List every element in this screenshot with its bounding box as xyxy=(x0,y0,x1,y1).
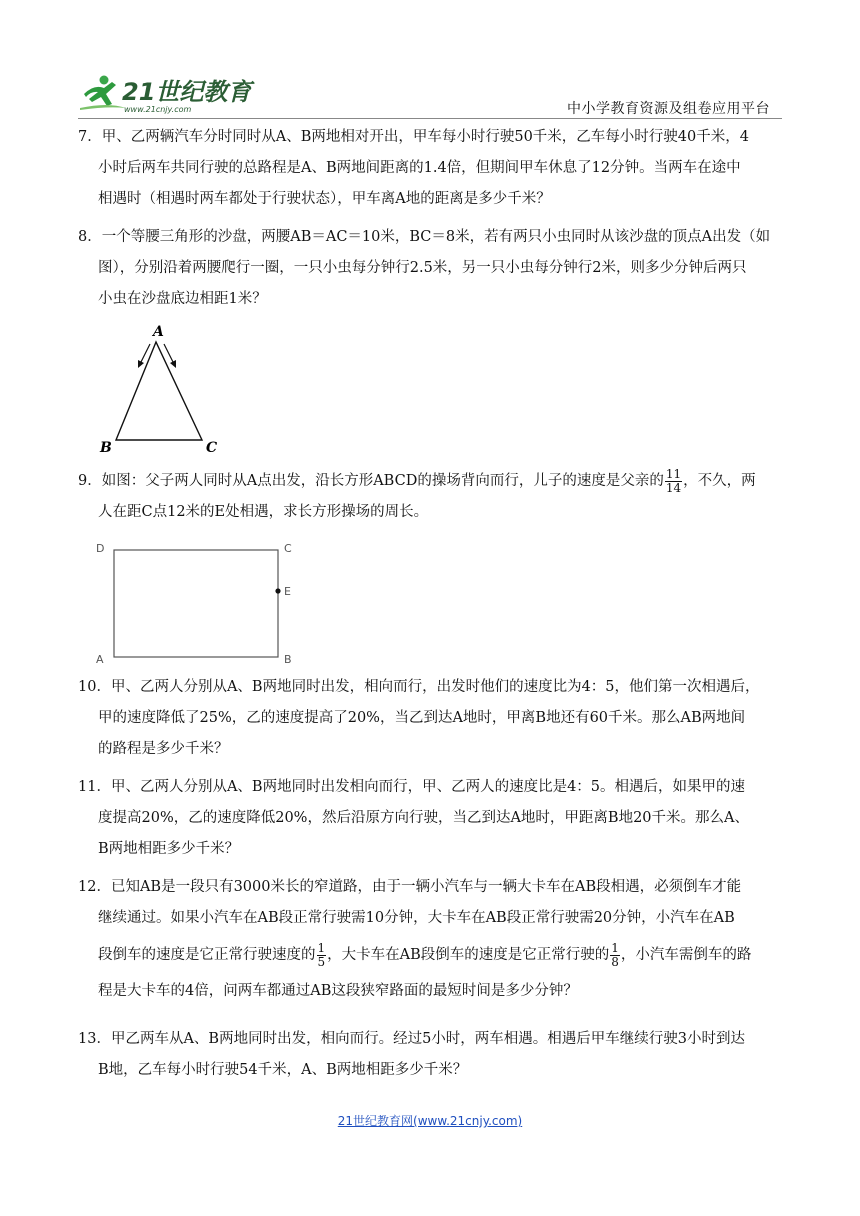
question-line: 小虫在沙盘底边相距1米？ xyxy=(98,291,267,307)
question-line: 继续通过。如果小汽车在AB段正常行驶需10分钟，大卡车在AB段正常行驶需20分钟，小汽车在AB xyxy=(98,910,735,926)
rectangle-shape xyxy=(114,550,278,657)
rectangle-figure xyxy=(92,536,312,668)
question-9: 9．如图：父子两人同时从A点出发，沿长方形ABCD的操场背向而行，儿子的速度是父亲的 $\frac{11}{14}$ ，不久，两 人在距C点12米的E处相遇，求长方形操场的周长。 xyxy=(78,466,782,528)
header-rule xyxy=(78,118,782,119)
corner-label-a: A xyxy=(96,653,104,666)
corner-label-d: D xyxy=(96,542,105,555)
question-7 xyxy=(78,122,782,215)
footer xyxy=(0,1112,860,1129)
question-12 xyxy=(78,872,782,1007)
question-number: 11． xyxy=(78,779,111,795)
question-line: 甲、乙两辆汽车分时同时从A、B两地相对开出，甲车每小时行驶50千米，乙车每小时行驶40千米，4 xyxy=(101,129,749,145)
question-number: 8． xyxy=(78,229,102,245)
question-line: 甲的速度降低了25%，乙的速度提高了20%，当乙到达A地时，甲离B地还有60千米。那么AB两地间 xyxy=(98,710,746,726)
logo-url: www.21cnjy.com xyxy=(124,105,192,114)
logo-text: 21世纪教育 xyxy=(122,78,252,106)
question-line: 人在距C点12米的E处相遇，求长方形操场的周长。 xyxy=(98,504,429,520)
question-line: 度提高20%，乙的速度降低20%，然后沿原方向行驶，当乙到达A地时，甲距离B地20千米。那么A、 xyxy=(98,810,750,826)
point-e xyxy=(275,588,280,593)
question-line: 小时后两车共同行驶的总路程是A、B两地间距离的1.4倍，但期间甲车休息了12分钟。当两车在途中 xyxy=(98,160,741,176)
question-line: 相遇时（相遇时两车都处于行驶状态），甲车离A地的距离是多少千米？ xyxy=(98,191,551,207)
corner-label-b: B xyxy=(284,653,292,666)
question-line: 甲乙两车从A、B两地同时出发，相向而行。经过5小时，两车相遇。相遇后甲车继续行驶3小时到达 xyxy=(110,1031,746,1047)
question-number: 7． xyxy=(78,129,102,145)
fraction: $\frac{11}{14}$ xyxy=(665,466,682,495)
question-line: B地，乙车每小时行驶54千米，A、B两地相距多少千米？ xyxy=(98,1062,468,1078)
question-number: 13． xyxy=(78,1031,111,1047)
footer-link[interactable]: 21世纪教育网(www.21cnjy.com) xyxy=(337,1114,523,1128)
question-line: 甲、乙两人分别从A、B两地同时出发相向而行，甲、乙两人的速度比是4：5。相遇后，如果甲的速 xyxy=(110,779,746,795)
question-line: B两地相距多少千米？ xyxy=(98,841,240,857)
question-10 xyxy=(78,672,782,765)
question-line: 如图：父子两人同时从A点出发，沿长方形ABCD的操场背向而行，儿子的速度是父亲的 xyxy=(101,473,664,489)
question-line: 甲、乙两人分别从A、B两地同时出发，相向而行，出发时他们的速度比为4：5，他们第一次相遇后， xyxy=(110,679,760,695)
question-number: 10． xyxy=(78,679,111,695)
vertex-label-b: B xyxy=(100,440,112,456)
question-number: 12． xyxy=(78,879,111,895)
question-line: 段倒车的速度是它正常行驶速度的 $\frac{1}{5}$ ，大卡车在AB段倒车的速度是它正常行驶的 $\frac{1}{8}$ ，小汽车需倒车的路 xyxy=(98,940,752,969)
corner-label-c: C xyxy=(284,542,292,555)
fraction: $\frac{1}{8}$ xyxy=(611,940,619,969)
platform-title: 中小学教育资源及组卷应用平台 xyxy=(567,101,770,117)
question-13 xyxy=(78,1024,782,1086)
runner-icon xyxy=(80,76,126,111)
question-number: 9． xyxy=(78,473,102,489)
point-label-e: E xyxy=(284,585,291,598)
question-8 xyxy=(78,222,782,315)
question-line: 的路程是多少千米？ xyxy=(98,741,229,757)
triangle-shape xyxy=(116,342,202,440)
question-line: 一个等腰三角形的沙盘，两腰AB＝AC＝10米，BC＝8米，若有两只小虫同时从该沙盘的顶点A出发（如 xyxy=(101,229,771,245)
vertex-label-c: C xyxy=(206,440,218,456)
question-11 xyxy=(78,772,782,865)
fraction: $\frac{1}{5}$ xyxy=(317,940,326,969)
question-line: 图），分别沿着两腰爬行一圈，一只小虫每分钟行2.5米，另一只小虫每分钟行2米，则多少分钟后两只 xyxy=(98,260,747,276)
question-line: 已知AB是一段只有3000米长的窄道路，由于一辆小汽车与一辆大卡车在AB段相遇，必须倒车才能 xyxy=(110,879,742,895)
vertex-label-a: A xyxy=(153,324,164,340)
triangle-figure xyxy=(92,320,232,456)
logo-21cnjy xyxy=(78,72,258,116)
question-line: 程是大卡车的4倍，问两车都通过AB这段狭窄路面的最短时间是多少分钟？ xyxy=(98,983,578,999)
